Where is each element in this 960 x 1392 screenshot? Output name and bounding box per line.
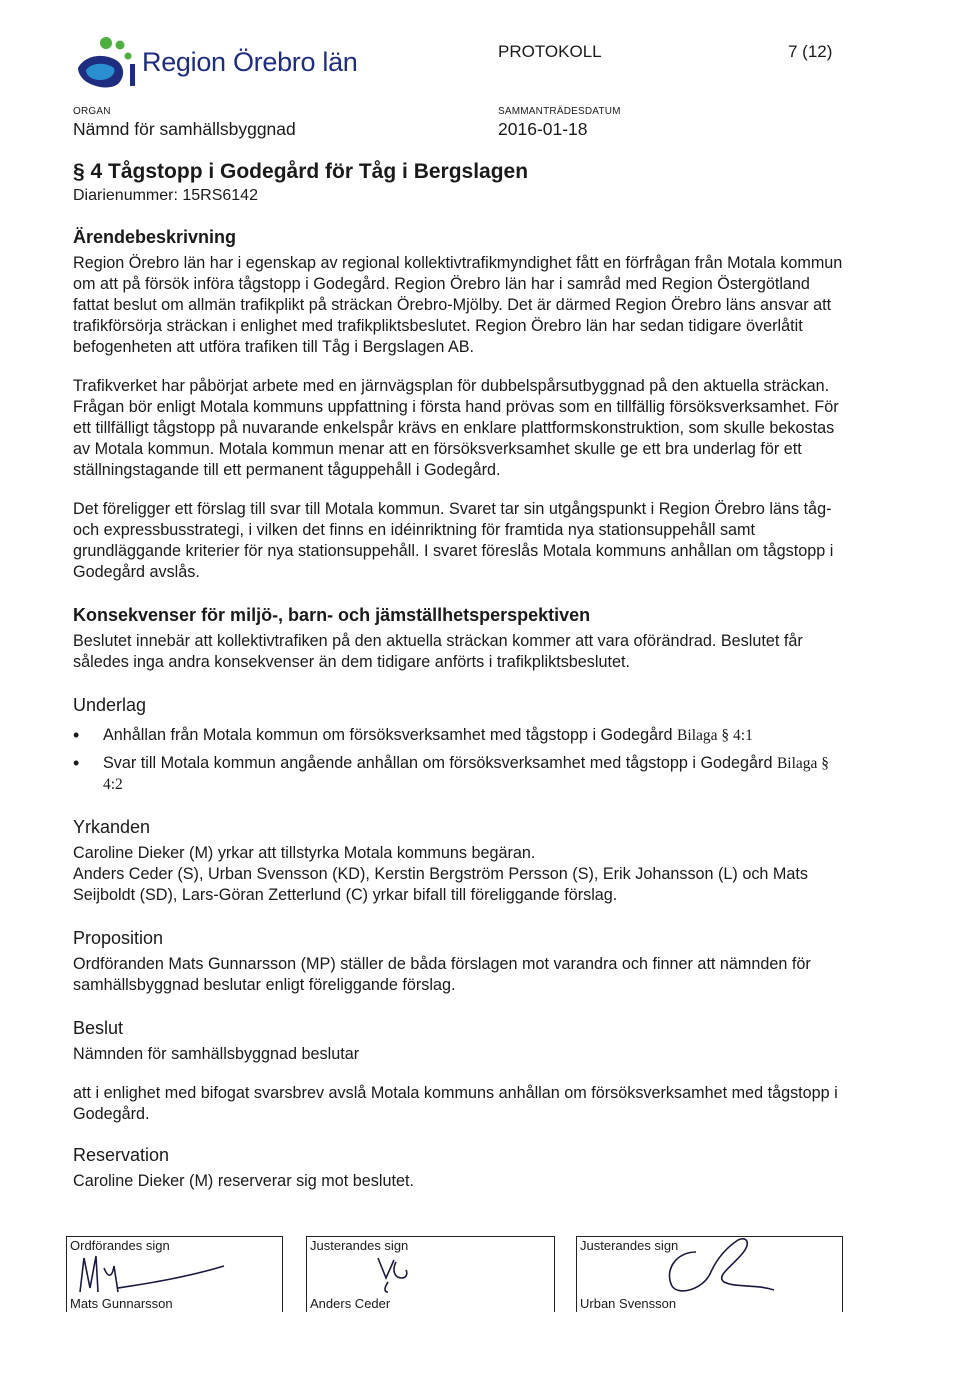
organ-label: ORGAN [73,106,111,117]
document-body [73,225,848,1192]
paragraph: Ordföranden Mats Gunnarsson (MP) ställer de båda förslagen mot varandra och finner att nämnden för samhällsbyggnad beslutar enligt föreliggande förslag. [73,955,811,994]
attachment-list [73,725,848,795]
attachment-title: Anhållan från Motala kommun om försöksverksamhet med tågstopp i Godegård [103,726,673,744]
list-item [73,725,848,746]
region-logo [72,34,358,90]
paragraph: Anders Ceder (S), Urban Svensson (KD), Kerstin Bergström Persson (S), Erik Johansson (L) och Mats Seijboldt (SD), Lars-Göran Zetterlund (C) yrkar bifall till föreliggande förslag. [73,865,808,904]
list-item [73,753,848,795]
page-number: 7 (12) [788,42,833,61]
section-heading-underlag: Underlag [73,695,147,715]
signature-image [366,1248,426,1294]
section-heading-beslut: Beslut [73,1018,124,1038]
signature-label: Justerandes sign [310,1238,409,1253]
paragraph: att i enlighet med bifogat svarsbrev avslå Motala kommuns anhållan om försöksverksamhet med tågstopp i Godegård. [73,1084,838,1123]
signature-image [74,1248,254,1298]
paragraph: Beslutet innebär att kollektivtrafiken på den aktuella sträckan kommer att vara oförändrad. Beslutet får således inga andra konsekvenser än dem tidigare anförts i trafikpliktsbeslutet. [73,632,803,671]
section-heading-reservation: Reservation [73,1145,170,1165]
document-type: PROTOKOLL [498,42,602,61]
paragraph: Nämnden för samhällsbyggnad beslutar [73,1045,360,1063]
meeting-date-label: SAMMANTRÄDESDATUM [498,106,621,117]
logo-text: Region Örebro län [142,46,358,77]
section-heading-yrkanden: Yrkanden [73,817,151,837]
region-logo-icon [72,34,138,90]
diary-number: Diarienummer: 15RS6142 [73,187,258,204]
section-heading-arendebeskrivning: Ärendebeskrivning [73,227,237,247]
section-heading-konsekvenser: Konsekvenser för miljö-, barn- och jämställhetsperspektiven [73,605,591,625]
signatory-name: Mats Gunnarsson [70,1296,173,1311]
paragraph: Caroline Dieker (M) yrkar att tillstyrka Motala kommuns begäran. [73,844,536,862]
signatory-name: Anders Ceder [310,1296,391,1311]
attachment-reference: Bilaga § 4:1 [677,727,753,744]
paragraph: Det föreligger ett förslag till svar till Motala kommun. Svaret tar sin utgångspunkt i Region Örebro läns tåg- och expressbusstrategi, i vilken det finns en idéinriktning för framtida nya stationsuppehåll samt grundläggande kriterier för nya stationsuppehåll. I svaret föreslås Motala kommuns anhållan om tågstopp i Godegård avslås. [73,500,834,581]
attachment-reference: Bilaga § 4:2 [103,755,830,793]
signature-image [606,1230,806,1300]
paragraph: Caroline Dieker (M) reserverar sig mot beslutet. [73,1172,414,1190]
signature-boxes [66,1236,848,1312]
paragraph: Trafikverket har påbörjat arbete med en järnvägsplan för dubbelspårsutbyggnad på den aktuella sträckan. Frågan bör enligt Motala kommuns uppfattning i första hand prövas som en tillfällig försöksverksamhet. För ett tillfälligt tågstopp på nuvarande enkelspår krävs en enklare plattformskonstruktion, som skulle bekostas av Motala kommun. Motala kommun menar att en försöksverksamhet skulle ge ett bra underlag för ett ställningstagande till ett permanent tåguppehåll i Godegård. [73,377,839,479]
signature-label: Ordförandes sign [70,1238,170,1253]
organ-value: Nämnd för samhällsbyggnad [73,119,296,139]
meeting-date: 2016-01-18 [498,119,588,139]
section-heading-proposition: Proposition [73,928,164,948]
signatory-name: Urban Svensson [580,1296,677,1311]
paragraph-title: § 4 Tågstopp i Godegård för Tåg i Bergslagen [73,160,529,183]
signature-label: Justerandes sign [580,1238,679,1253]
paragraph: Region Örebro län har i egenskap av regional kollektivtrafikmyndighet fått en förfrågan från Motala kommun om att på försök införa tågstopp i Godegård. Region Örebro län har i samråd med Region Östergötland fattat beslut om allmän trafikplikt på sträckan Örebro-Mjölby. Det är därmed Region Örebro läns ansvar att trafikförsörja sträckan i enlighet med trafikpliktsbeslutet. Region Örebro län har sedan tidigare överlåtit befogenheten att utföra trafiken till Tåg i Bergslagen AB. [73,254,843,356]
attachment-title: Svar till Motala kommun angående anhållan om försöksverksamhet med tågstopp i Godegård [103,754,773,772]
